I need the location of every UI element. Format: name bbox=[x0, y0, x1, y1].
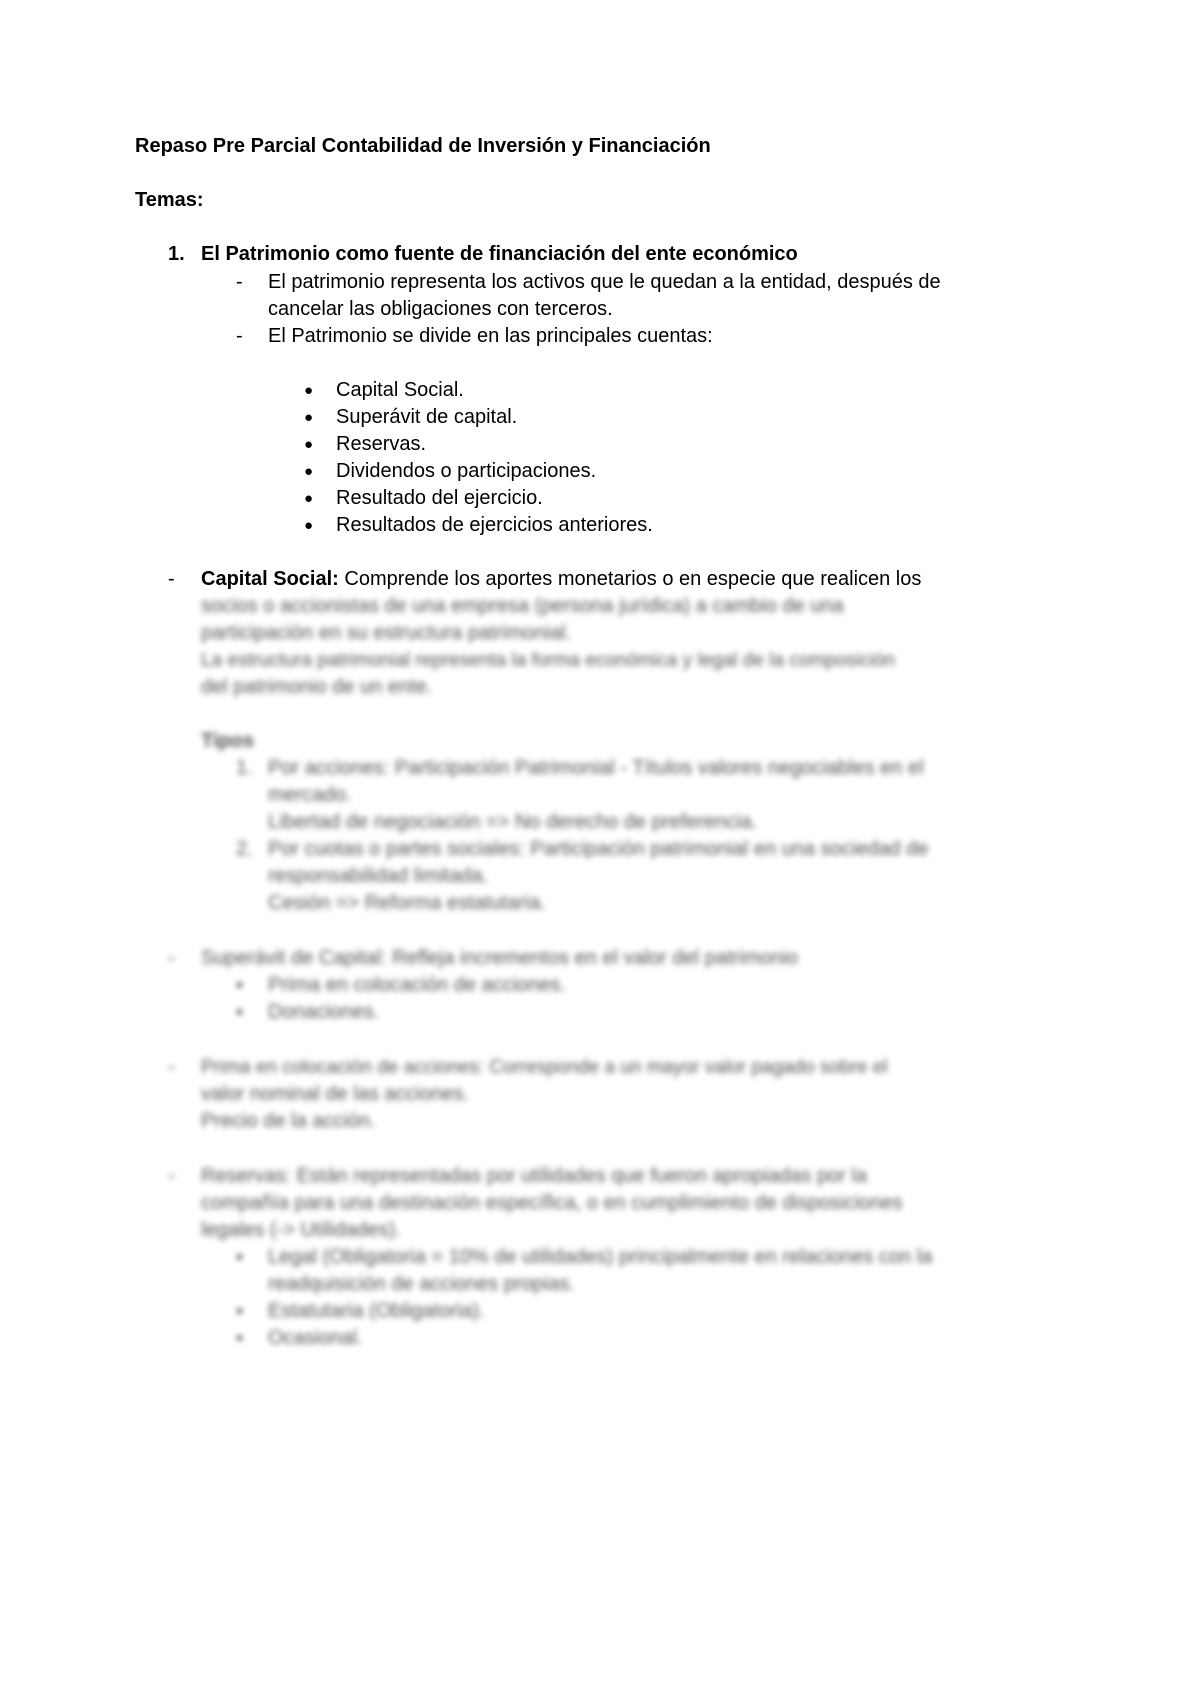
list-item: Dividendos o participaciones. bbox=[336, 460, 597, 482]
blurred-line: Estatutaria (Obligatoria). bbox=[268, 1300, 485, 1322]
dash-marker: - bbox=[168, 1056, 175, 1078]
document-title: Repaso Pre Parcial Contabilidad de Inversión y Financiación bbox=[135, 135, 711, 157]
bullet-icon: ▪ bbox=[236, 1327, 244, 1349]
blurred-line: Prima en colocación de acciones. bbox=[268, 974, 566, 996]
blurred-line: Reservas: Están representadas por utilidades que fueron apropiadas por la bbox=[201, 1165, 867, 1187]
list-number: 1. bbox=[236, 757, 253, 779]
list-item: Superávit de capital. bbox=[336, 406, 518, 428]
bullet-icon: ▪ bbox=[236, 1300, 244, 1322]
capital-social-label: Capital Social: bbox=[201, 568, 339, 590]
dash-item-text: El patrimonio representa los activos que le quedan a la entidad, después de bbox=[268, 271, 941, 293]
bullet-icon: ▪ bbox=[236, 1001, 244, 1023]
blurred-line: Donaciones. bbox=[268, 1001, 380, 1023]
blurred-line: Libertad de negociación => No derecho de preferencia. bbox=[268, 811, 758, 833]
dash-item-text: cancelar las obligaciones con terceros. bbox=[268, 298, 613, 320]
topics-label: Temas: bbox=[135, 189, 204, 211]
blurred-line: Ocasional. bbox=[268, 1327, 363, 1349]
blurred-line: Superávit de Capital: Refleja incrementos en el valor del patrimonio bbox=[201, 947, 798, 969]
blurred-line: participación en su estructura patrimonial. bbox=[201, 622, 572, 644]
list-item: Resultados de ejercicios anteriores. bbox=[336, 514, 653, 536]
blurred-line: Por acciones: Participación Patrimonial - Títulos valores negociables en el bbox=[268, 757, 924, 779]
bullet-icon: ● bbox=[304, 490, 314, 507]
blurred-line: compañía para una destinación específica, o en cumplimiento de disposiciones bbox=[201, 1192, 903, 1214]
blurred-line: responsabilidad limitada. bbox=[268, 865, 489, 887]
blurred-line: mercado. bbox=[268, 784, 352, 806]
list-number: 2. bbox=[236, 838, 253, 860]
bullet-icon: ● bbox=[304, 517, 314, 534]
list-item: Resultado del ejercicio. bbox=[336, 487, 543, 509]
blurred-line: Precio de la acción. bbox=[201, 1110, 376, 1132]
capital-social-paragraph bbox=[201, 565, 921, 594]
blurred-line: readquisición de acciones propias. bbox=[268, 1273, 575, 1295]
blurred-line: La estructura patrimonial representa la forma económica y legal de la composición bbox=[201, 650, 895, 671]
dash-marker: - bbox=[168, 1165, 175, 1187]
bullet-icon: ▪ bbox=[236, 974, 244, 996]
dash-marker: - bbox=[168, 947, 175, 969]
bullet-icon: ● bbox=[304, 463, 314, 480]
blurred-line: Por cuotas o partes sociales: Participación patrimonial en una sociedad de bbox=[268, 838, 929, 860]
dash-marker: - bbox=[168, 568, 175, 590]
capital-social-text: Comprende los aportes monetarios o en especie que realicen los bbox=[344, 568, 922, 590]
blurred-line: del patrimonio de un ente. bbox=[201, 676, 433, 698]
bullet-icon: ● bbox=[304, 409, 314, 426]
list-item: Capital Social. bbox=[336, 379, 464, 401]
section-number: 1. bbox=[168, 243, 185, 265]
dash-marker: - bbox=[236, 271, 243, 293]
blurred-line: socios o accionistas de una empresa (persona jurídica) a cambio de una bbox=[201, 595, 844, 617]
blurred-line: valor nominal de las acciones. bbox=[201, 1083, 469, 1105]
bullet-icon: ● bbox=[304, 382, 314, 399]
dash-marker: - bbox=[236, 325, 243, 347]
blurred-line: Cesión => Reforma estatutaria. bbox=[268, 892, 546, 914]
dash-item-text: El Patrimonio se divide en las principales cuentas: bbox=[268, 325, 713, 347]
blurred-line: legales (-> Utilidades). bbox=[201, 1219, 401, 1241]
bullet-icon: ▪ bbox=[236, 1246, 244, 1268]
list-item: Reservas. bbox=[336, 433, 427, 455]
section-heading: El Patrimonio como fuente de financiación del ente económico bbox=[201, 243, 798, 265]
blurred-line: Prima en colocación de acciones: Corresponde a un mayor valor pagado sobre el bbox=[201, 1057, 888, 1078]
bullet-icon: ● bbox=[304, 436, 314, 453]
blurred-line: Legal (Obligatoria = 10% de utilidades) principalmente en relaciones con la bbox=[268, 1246, 933, 1268]
tipos-label: Tipos bbox=[201, 730, 254, 752]
